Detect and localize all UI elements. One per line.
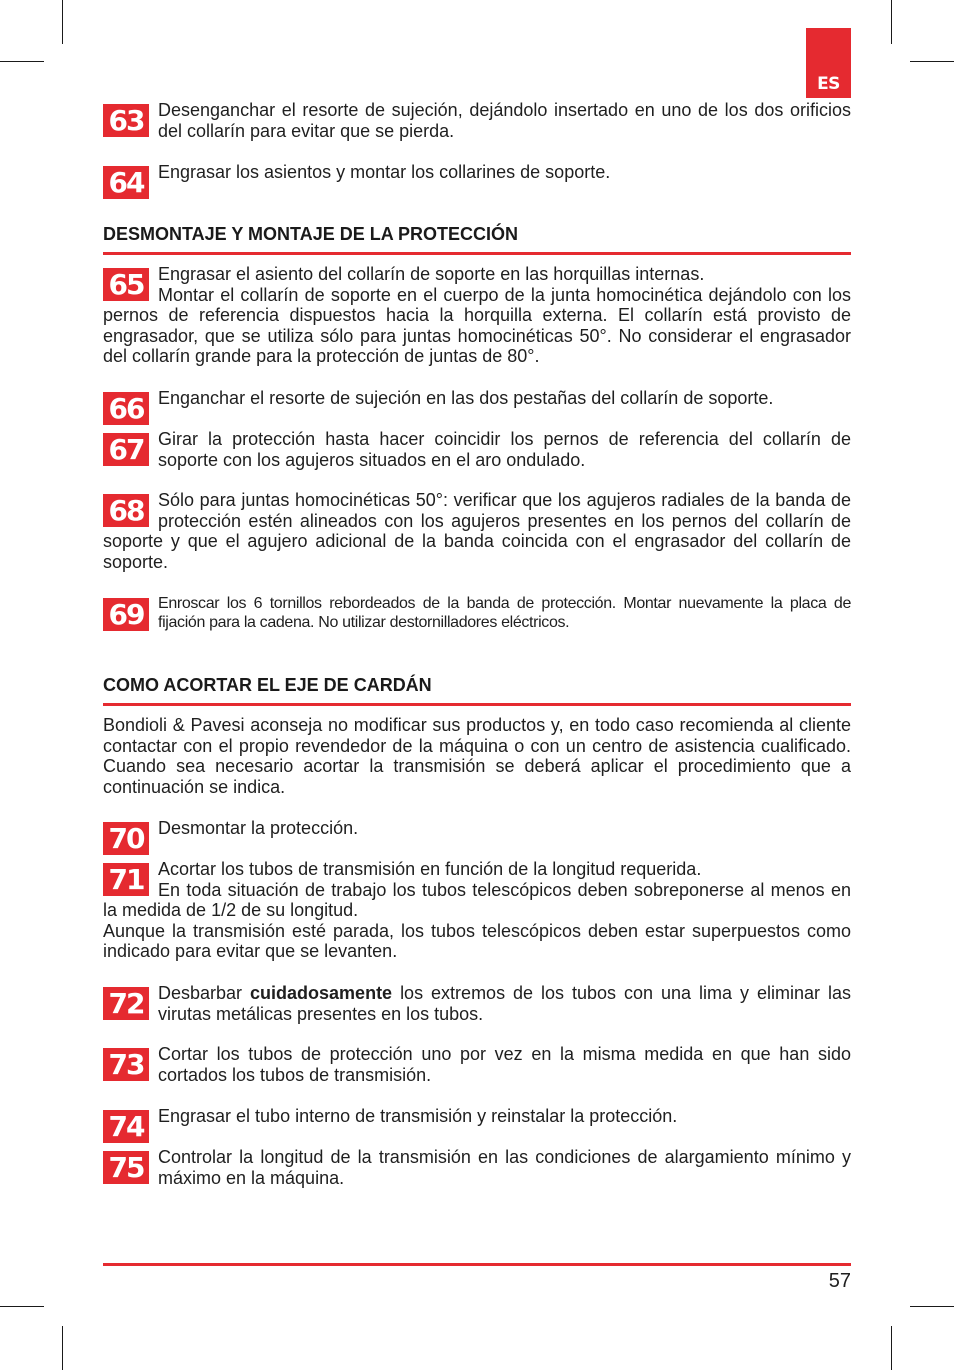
crop-mark [62, 1326, 63, 1370]
step-65 [103, 264, 851, 367]
crop-mark [891, 0, 892, 44]
step-66 [103, 388, 851, 425]
intro-paragraph: Bondioli & Pavesi aconseja no modificar sus productos y, en todo caso recomienda al cliente contactar con el propio revendedor de la máquina o con un centro de asistencia cualificado. Cuando sea necesario acortar la transmisión se deberá aplicar el procedimiento que a continuación se indica. [103, 715, 851, 797]
footer-rule [103, 1263, 851, 1266]
step-75 [103, 1147, 851, 1188]
step-69 [103, 594, 851, 632]
step-number: 64 [103, 166, 149, 199]
crop-mark [0, 61, 44, 62]
step-number: 70 [103, 822, 149, 855]
section-rule [103, 252, 851, 255]
step-number: 65 [103, 268, 149, 301]
step-number: 75 [103, 1151, 149, 1184]
step-73 [103, 1044, 851, 1085]
step-67 [103, 429, 851, 470]
crop-mark [910, 61, 954, 62]
step-number: 67 [103, 433, 149, 466]
crop-mark [62, 0, 63, 44]
step-text: Sólo para juntas homocinéticas 50°: verificar que los agujeros radiales de la banda de protección estén alineados con los agujeros presentes en los pernos del collarín de soporte y que el agujero adicional de la banda coincida con el engrasador del collarín de soporte. [103, 490, 851, 572]
step-70 [103, 818, 851, 855]
step-64 [103, 162, 851, 199]
step-text: Engrasar el tubo interno de transmisión y reinstalar la protección. [158, 1106, 678, 1126]
step-number: 69 [103, 598, 149, 631]
crop-mark [891, 1326, 892, 1370]
section-heading: COMO ACORTAR EL EJE DE CARDÁN [103, 675, 432, 695]
crop-mark [0, 1306, 44, 1307]
step-text: Controlar la longitud de la transmisión en las condiciones de alargamiento mínimo y máximo en la máquina. [158, 1147, 851, 1188]
step-text: En toda situación de trabajo los tubos telescópicos deben sobreponerse al menos en la medida de 1/2 de su longitud. [103, 879, 851, 920]
step-text: Montar el collarín de soporte en el cuerpo de la junta homocinética dejándolo con los pernos de referencia dispuestos hacia la horquilla externa. El collarín está provisto de engrasador, que se utiliza sólo para juntas homocinéticas 50°. No considerar el engrasador del collarín grande para la protección de juntas de 80°. [103, 284, 851, 366]
step-text-pre: Desbarbar [158, 983, 243, 1003]
step-text [103, 983, 851, 1024]
step-text: Engrasar el asiento del collarín de soporte en las horquillas internas. [158, 264, 705, 284]
step-number: 68 [103, 494, 149, 527]
emphasis-text: cuidadosamente [250, 983, 393, 1003]
step-number: 74 [103, 1110, 149, 1143]
step-71 [103, 859, 851, 962]
step-number: 71 [103, 863, 149, 896]
step-text: Acortar los tubos de transmisión en función de la longitud requerida. [158, 859, 702, 879]
page-number: 57 [828, 1270, 851, 1292]
section-rule [103, 703, 851, 706]
step-text: Girar la protección hasta hacer coincidir los pernos de referencia del collarín de soporte con los agujeros situados en el aro ondulado. [158, 429, 851, 470]
step-text: Desenganchar el resorte de sujeción, dejándolo insertado en uno de los dos orificios del collarín para evitar que se pierda. [158, 100, 851, 141]
step-text: Cortar los tubos de protección uno por vez en la misma medida en que han sido cortados los tubos de transmisión. [158, 1044, 851, 1085]
step-68 [103, 490, 851, 572]
language-tab: ES [806, 28, 851, 98]
crop-mark [910, 1306, 954, 1307]
step-72 [103, 983, 851, 1024]
step-number: 66 [103, 392, 149, 425]
step-text-post: los extremos de los tubos con una lima y eliminar las virutas metálicas presentes en los tubos. [158, 983, 851, 1024]
step-text: Aunque la transmisión esté parada, los tubos telescópicos deben estar superpuestos como indicado para evitar que se levanten. [103, 920, 851, 961]
section-heading: DESMONTAJE Y MONTAJE DE LA PROTECCIÓN [103, 224, 519, 244]
step-number: 63 [103, 104, 149, 137]
step-text: Engrasar los asientos y montar los collarines de soporte. [158, 162, 611, 182]
step-text: Enganchar el resorte de sujeción en las dos pestañas del collarín de soporte. [158, 388, 774, 408]
step-number: 73 [103, 1048, 149, 1081]
step-text: Desmontar la protección. [158, 818, 359, 838]
step-number: 72 [103, 987, 149, 1020]
step-63 [103, 100, 851, 141]
step-text: Enroscar los 6 tornillos rebordeados de la banda de protección. Montar nuevamente la placa de fijación para la cadena. No utilizar destornilladores eléctricos. [158, 595, 851, 631]
step-74 [103, 1106, 851, 1143]
